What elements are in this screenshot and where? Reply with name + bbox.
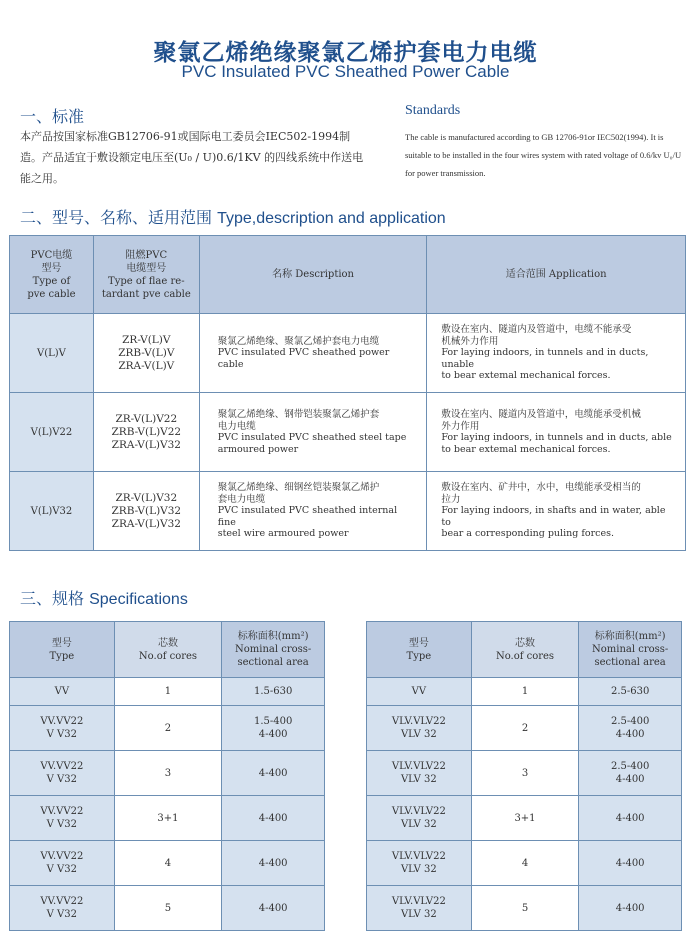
spec-section-heading-en: Specifications	[89, 591, 188, 608]
cell-area: 2.5-400 4-400	[579, 706, 682, 751]
table-row	[367, 706, 682, 751]
table-row	[10, 393, 686, 472]
standards-heading-en: Standards	[405, 103, 461, 118]
col-type: 型号 Type	[367, 622, 472, 678]
spec-header-row	[10, 622, 325, 678]
col-application: 适合范围 Application	[427, 236, 686, 314]
table-row	[10, 886, 325, 931]
cell-cores: 5	[114, 886, 222, 931]
cell-cores: 4	[471, 841, 579, 886]
cell-type: VV.VV22 V V32	[10, 751, 115, 796]
cell-area: 4-400	[222, 751, 325, 796]
spec-table-copper	[9, 621, 325, 931]
col-area: 标称面积(mm²) Nominal cross- sectional area	[579, 622, 682, 678]
col-pvc-type: PVC电缆 型号 Type of pve cable	[10, 236, 94, 314]
cell-area: 4-400	[222, 841, 325, 886]
type-description-table	[9, 235, 686, 551]
col-area: 标称面积(mm²) Nominal cross- sectional area	[222, 622, 325, 678]
cell-type: V(L)V32	[10, 472, 94, 551]
cell-cores: 4	[114, 841, 222, 886]
cell-type: VV	[10, 678, 115, 706]
cell-type: VLV.VLV22 VLV 32	[367, 841, 472, 886]
col-type: 型号 Type	[10, 622, 115, 678]
cell-type: VLV.VLV22 VLV 32	[367, 751, 472, 796]
standards-body-cn: 本产品按国家标准GB12706-91或国际电工委员会IEC502-1994制造。产品适宜于敷设额定电压至(U₀ / U)0.6/1KV 的四线系统中作送电能之用。	[20, 130, 364, 185]
spec-section-heading	[20, 586, 188, 609]
cell-type: V(L)V22	[10, 393, 94, 472]
table-row	[10, 796, 325, 841]
cell-type: VV.VV22 V V32	[10, 886, 115, 931]
cell-area: 1.5-630	[222, 678, 325, 706]
table-row	[10, 706, 325, 751]
cell-description: 聚氯乙烯绝缘、聚氯乙烯护套电力电缆 PVC insulated PVC sheathed power cable	[199, 314, 427, 393]
spec-header-row	[367, 622, 682, 678]
table-row	[367, 751, 682, 796]
table-row	[10, 314, 686, 393]
cell-cores: 3	[114, 751, 222, 796]
table-row	[10, 472, 686, 551]
cell-cores: 2	[114, 706, 222, 751]
standards-body-en: The cable is manufactured according to GB 12706-91or IEC502(1994). It is suitable to be installed in the four wires system with rated voltage of 0.6/kv U₀/U for power transmission.	[405, 132, 682, 178]
cell-cores: 3+1	[471, 796, 579, 841]
standards-heading-cn: 一、标准	[20, 107, 85, 126]
cell-area: 4-400	[579, 841, 682, 886]
cell-cores: 2	[471, 706, 579, 751]
table-row	[367, 841, 682, 886]
type-section-heading-en: Type,description and application	[217, 210, 446, 227]
table-row	[367, 886, 682, 931]
cell-type: VV.VV22 V V32	[10, 706, 115, 751]
table-row	[367, 796, 682, 841]
cell-area: 4-400	[222, 796, 325, 841]
cell-type: VLV.VLV22 VLV 32	[367, 706, 472, 751]
cell-cores: 5	[471, 886, 579, 931]
cell-description: 聚氯乙烯绝缘、细钢丝铠装聚氯乙烯护 套电力电缆 PVC insulated PVC sheathed internal fine steel wire armoured power	[199, 472, 427, 551]
cell-cores: 1	[471, 678, 579, 706]
col-flame-retardant-type: 阻燃PVC 电缆型号 Type of flae re- tardant pve cable	[93, 236, 199, 314]
cell-zr-type: ZR-V(L)V22 ZRB-V(L)V22 ZRA-V(L)V32	[93, 393, 199, 472]
cell-application: 敷设在室内、矿井中，水中，电缆能承受相当的 拉力 For laying indoors, in shafts and in water, able to bear a corresponding puling forces.	[427, 472, 686, 551]
cell-application: 敷设在室内、隧道内及管道中，电缆不能承受 机械外力作用 For laying indoors, in tunnels and in ducts, unable to bear extemal mechanical forces.	[427, 314, 686, 393]
type-section-heading-cn: 二、型号、名称、适用范围	[20, 208, 213, 227]
cell-cores: 3+1	[114, 796, 222, 841]
cell-type: V(L)V	[10, 314, 94, 393]
cell-description: 聚氯乙烯绝缘、钢带铠装聚氯乙烯护套 电力电缆 PVC insulated PVC sheathed steel tape armoured power	[199, 393, 427, 472]
col-cores: 芯数 No.of cores	[471, 622, 579, 678]
cell-type: VV	[367, 678, 472, 706]
cell-area: 2.5-630	[579, 678, 682, 706]
cell-type: VLV.VLV22 VLV 32	[367, 796, 472, 841]
table-row	[10, 678, 325, 706]
cell-area: 2.5-400 4-400	[579, 751, 682, 796]
spec-table-aluminum	[366, 621, 682, 931]
cell-area: 4-400	[579, 796, 682, 841]
table-row	[10, 751, 325, 796]
table-row	[367, 678, 682, 706]
cell-area: 4-400	[222, 886, 325, 931]
col-description: 名称 Description	[199, 236, 427, 314]
cell-type: VV.VV22 V V32	[10, 796, 115, 841]
type-table-header-row	[10, 236, 686, 314]
cell-area: 4-400	[579, 886, 682, 931]
cell-cores: 1	[114, 678, 222, 706]
page-title-en: PVC Insulated PVC Sheathed Power Cable	[181, 62, 510, 81]
spec-section-heading-cn: 三、规格	[20, 589, 85, 608]
cell-type: VLV.VLV22 VLV 32	[367, 886, 472, 931]
cell-cores: 3	[471, 751, 579, 796]
cell-type: VV.VV22 V V32	[10, 841, 115, 886]
col-cores: 芯数 No.of cores	[114, 622, 222, 678]
page-title-cn: 聚氯乙烯绝缘聚氯乙烯护套电力电缆	[153, 40, 538, 66]
type-section-heading	[20, 205, 446, 228]
table-row	[10, 841, 325, 886]
cell-application: 敷设在室内、隧道内及管道中，电缆能承受机械 外力作用 For laying indoors, in tunnels and in ducts, able to bear extemal mechanical forces.	[427, 393, 686, 472]
cell-area: 1.5-400 4-400	[222, 706, 325, 751]
cell-zr-type: ZR-V(L)V ZRB-V(L)V ZRA-V(L)V	[93, 314, 199, 393]
cell-zr-type: ZR-V(L)V32 ZRB-V(L)V32 ZRA-V(L)V32	[93, 472, 199, 551]
